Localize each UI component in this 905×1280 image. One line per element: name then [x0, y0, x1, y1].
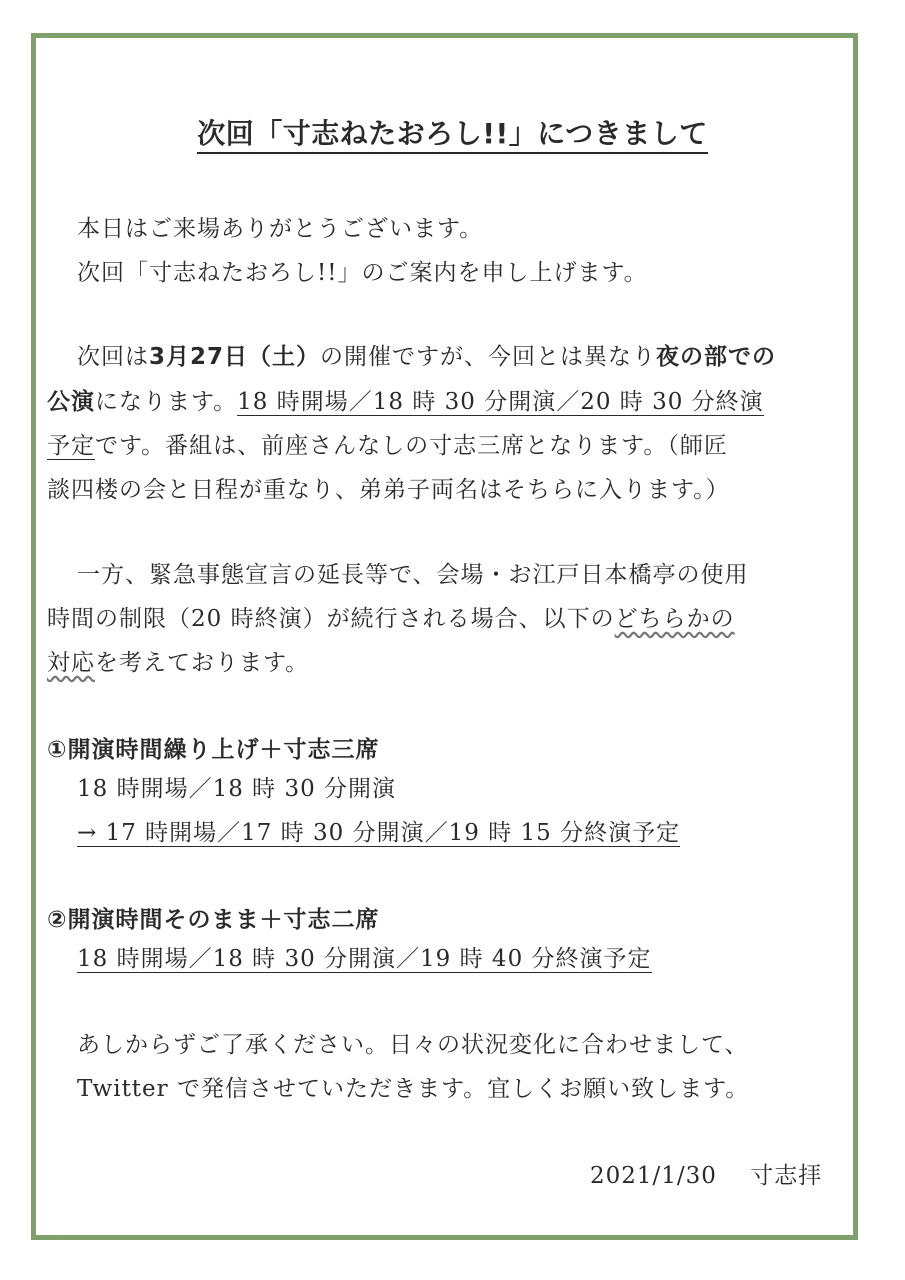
option-2-times-line	[77, 944, 652, 974]
option-1-heading: ①開演時間繰り上げ＋寸志三席	[47, 737, 380, 763]
event-date: 3月27日（土）	[149, 344, 321, 370]
option-1-new-times: → 17 時開場／17 時 30 分開演／19 時 15 分終演予定	[77, 820, 681, 846]
program-text: です。番組は、前座さんなしの寸志三席となります。（師匠	[95, 433, 728, 459]
program-note-line: 談四楼の会と日程が重なり、弟弟子両名はそちらに入ります。）	[47, 477, 730, 503]
document-title-text: 次回「寸志ねたおろし!!」につきまして	[197, 117, 707, 154]
response-line	[47, 648, 309, 678]
performance-times: 18 時開場／18 時 30 分開演／20 時 30 分終演	[237, 389, 764, 415]
event-date-middle: の開催ですが、今回とは異なり	[320, 344, 657, 370]
response-word: 対応	[47, 650, 95, 676]
option-1-new-times-line	[77, 818, 680, 848]
option-1-original-times: 18 時開場／18 時 30 分開演	[77, 776, 397, 802]
signature-date: 2021/1/30	[590, 1163, 717, 1189]
evening-session: 夜の部での	[656, 344, 777, 370]
greeting-line: 本日はご来場ありがとうございます。	[77, 216, 484, 242]
announcement-line: 次回「寸志ねたおろし!!」のご案内を申し上げます。	[77, 260, 648, 286]
signature	[590, 1157, 822, 1190]
scheduled-label: 予定	[47, 433, 95, 459]
closing-line-1: あしからずご了承ください。日々の状況変化に合わせまして、	[77, 1032, 749, 1058]
emergency-line: 一方、緊急事態宣言の延長等で、会場・お江戸日本橋亭の使用	[77, 562, 749, 588]
performance-label: 公演	[47, 389, 95, 415]
performance-times-line	[47, 387, 764, 417]
response-text: を考えております。	[95, 650, 310, 676]
option-2-times: 18 時開場／18 時 30 分開演／19 時 40 分終演予定	[77, 946, 652, 972]
either-option: どちらかの	[614, 606, 735, 632]
event-date-line	[77, 342, 776, 372]
option-2-heading: ②開演時間そのまま＋寸志二席	[47, 907, 380, 933]
signature-name: 寸志拝	[750, 1163, 823, 1189]
restriction-text: 時間の制限（20 時終演）が続行される場合、以下の	[47, 606, 615, 632]
closing-line-2: Twitter で発信させていただきます。宜しくお願い致します。	[77, 1076, 750, 1102]
event-date-prefix: 次回は	[77, 344, 149, 370]
restriction-line	[47, 604, 735, 634]
performance-middle: になります。	[95, 389, 238, 415]
document-title	[0, 112, 905, 152]
program-line	[47, 431, 728, 461]
